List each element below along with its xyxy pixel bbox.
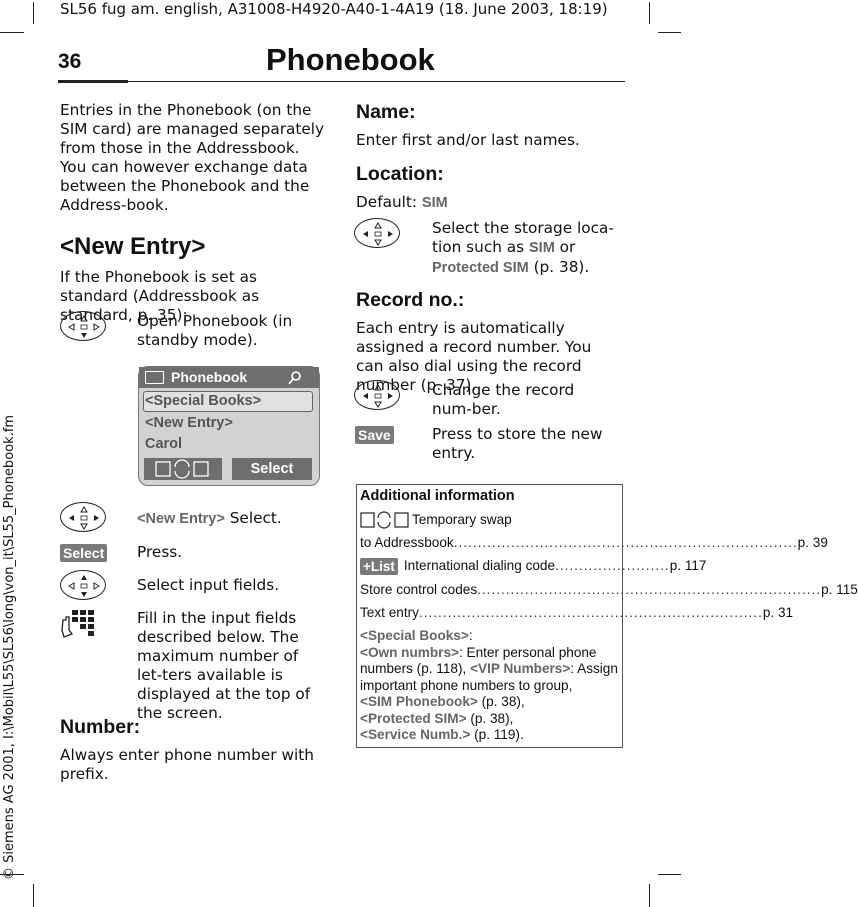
service-numb-key: <Service Numb.> bbox=[360, 727, 471, 742]
navigation-key-icon bbox=[60, 570, 106, 600]
or-text: or bbox=[559, 238, 576, 256]
number-heading: Number: bbox=[60, 716, 141, 738]
crop-mark bbox=[33, 884, 34, 907]
navigation-key-icon bbox=[60, 502, 106, 532]
header-rule bbox=[58, 81, 625, 82]
info-line-label: International dialing code bbox=[403, 558, 556, 574]
step-press: Press. bbox=[137, 543, 183, 561]
sim-phonebook-key: <SIM Phonebook> bbox=[360, 694, 478, 709]
own-numbrs-text: : Enter personal phone numbers (p. 118), bbox=[360, 644, 597, 676]
sim-phonebook-ref: (p. 38), bbox=[481, 694, 525, 709]
step-select-text: Select. bbox=[229, 509, 282, 527]
info-line-label: to Addressbook bbox=[360, 535, 454, 550]
save-softkey-icon bbox=[355, 425, 394, 444]
number-text: Always enter phone number with prefix. bbox=[60, 746, 314, 783]
screen-title: Phonebook bbox=[171, 369, 248, 385]
info-line-addressbook: to Addressbook ........................................................................ p. 39 bbox=[360, 535, 828, 550]
name-heading: Name: bbox=[356, 101, 416, 123]
screen-title-bar bbox=[139, 367, 319, 388]
additional-info-box bbox=[356, 484, 858, 748]
new-entry-heading: <New Entry> bbox=[60, 233, 206, 260]
default-label: Default: bbox=[356, 193, 418, 211]
plus-list-key: +List bbox=[360, 558, 398, 575]
location-heading: Location: bbox=[356, 163, 444, 185]
step-select-fields: Select input fields. bbox=[137, 576, 280, 594]
swap-text: Temporary swap bbox=[412, 511, 512, 527]
screen-row-carol[interactable]: Carol bbox=[145, 436, 183, 452]
crop-mark bbox=[0, 32, 24, 33]
swap-books-icon bbox=[153, 459, 213, 479]
navigation-key-icon bbox=[60, 311, 106, 341]
crop-mark bbox=[649, 2, 650, 24]
info-line-page[interactable]: p. 31 bbox=[762, 605, 794, 620]
protected-sim-ref: (p. 38), bbox=[470, 710, 514, 726]
protected-sim-key: <Protected SIM> bbox=[360, 710, 467, 726]
select-key-label: Select bbox=[60, 544, 107, 562]
phonebook-icon bbox=[145, 371, 164, 384]
vip-numbers-key: <VIP Numbers> bbox=[470, 661, 571, 676]
location-step-text: Select the storage loca-tion such as bbox=[432, 219, 614, 256]
option-protected-sim: Protected SIM bbox=[432, 260, 529, 276]
name-text: Enter first and/or last names. bbox=[356, 131, 580, 149]
running-header: SL56 fug am. english, A31008-H4920-A40-1-4A19 (18. June 2003, 18:19) bbox=[60, 0, 608, 18]
navigation-key-icon bbox=[354, 380, 400, 410]
service-numb-ref: (p. 119). bbox=[474, 727, 524, 742]
special-books-key: <Special Books> bbox=[360, 628, 469, 643]
navigation-key-icon bbox=[354, 218, 400, 248]
info-line-control-codes: Store control codes ........................................................................ p. 115 bbox=[360, 582, 858, 597]
swap-books-icon bbox=[360, 511, 412, 529]
step-save: Press to store the new entry. bbox=[432, 425, 603, 462]
step-open-phonebook: Open Phonebook (in standby mode). bbox=[137, 312, 293, 349]
crop-mark bbox=[33, 2, 34, 24]
crop-mark bbox=[658, 874, 681, 875]
step-select-new-entry bbox=[137, 509, 282, 529]
default-value: SIM bbox=[421, 195, 448, 211]
new-entry-intro: If the Phonebook is set as standard (Addressbook as standard, p. 35): bbox=[60, 268, 260, 324]
info-line-intl-dialing: +List International dialing code ........................ p. 117 bbox=[360, 558, 614, 575]
select-softkey-icon bbox=[60, 543, 107, 562]
page-title: Phonebook bbox=[266, 42, 435, 77]
info-line-label: Store control codes bbox=[360, 582, 478, 597]
location-default bbox=[356, 193, 448, 213]
info-line-page[interactable]: p. 115 bbox=[821, 582, 858, 597]
special-books-paragraph: <Special Books>: <Own numbrs>: Enter personal phone numbers (p. 118), <VIP Numbers>: Assign important phone numbers to group, <SIM Phonebook> (p. 38), <Protected SIM> (p. 38), <Service Numb.> (p. 119). bbox=[360, 628, 618, 742]
select-softkey[interactable]: Select bbox=[232, 458, 312, 480]
swap-softkey[interactable] bbox=[144, 458, 222, 480]
record-text: Each entry is automatically assigned a record number. You can also dial using the record number (p. 37). bbox=[356, 319, 592, 394]
step-fill-fields: Fill in the input fields described below. The maximum number of let-ters available is displayed at the top of the screen. bbox=[137, 609, 311, 722]
location-step bbox=[432, 219, 617, 278]
intro-paragraph: Entries in the Phonebook (on the SIM card) are managed separately from those in the Addressbook. You can however exchange data between the Phonebook and the Address-book. bbox=[60, 101, 325, 214]
search-icon bbox=[287, 370, 303, 386]
crop-mark bbox=[658, 32, 681, 33]
crop-mark bbox=[649, 884, 650, 907]
swap-line bbox=[360, 511, 512, 529]
additional-info-title: Additional information bbox=[360, 488, 515, 504]
header-rule-accent bbox=[58, 80, 128, 83]
save-key-label: Save bbox=[355, 426, 394, 444]
own-numbrs-key: <Own numbrs> bbox=[360, 644, 459, 660]
vip-text: Assign important phone numbers to group, bbox=[360, 661, 618, 693]
phone-screen bbox=[138, 366, 320, 486]
option-sim: SIM bbox=[529, 240, 555, 256]
screen-row-new-entry[interactable]: <New Entry> bbox=[145, 415, 233, 431]
keypad-icon bbox=[60, 608, 96, 638]
page-number: 36 bbox=[58, 50, 82, 73]
info-line-page[interactable]: p. 39 bbox=[797, 535, 828, 550]
step-change-record: Change the record num-ber. bbox=[432, 381, 575, 418]
side-note: © Siemens AG 2001, I:\Mobil\L55\SL56\long\von_it\SL55_Phonebook.fm bbox=[2, 415, 17, 880]
info-line-text-entry: Text entry ........................................................................ p. 31 bbox=[360, 605, 794, 620]
record-heading: Record no.: bbox=[356, 289, 465, 311]
info-line-label: Text entry bbox=[360, 605, 419, 620]
screen-row-special-books[interactable]: <Special Books> bbox=[145, 393, 262, 409]
info-line-page[interactable]: p. 117 bbox=[669, 558, 707, 574]
location-ref: (p. 38). bbox=[533, 258, 590, 276]
new-entry-key-label: <New Entry> bbox=[137, 511, 225, 527]
